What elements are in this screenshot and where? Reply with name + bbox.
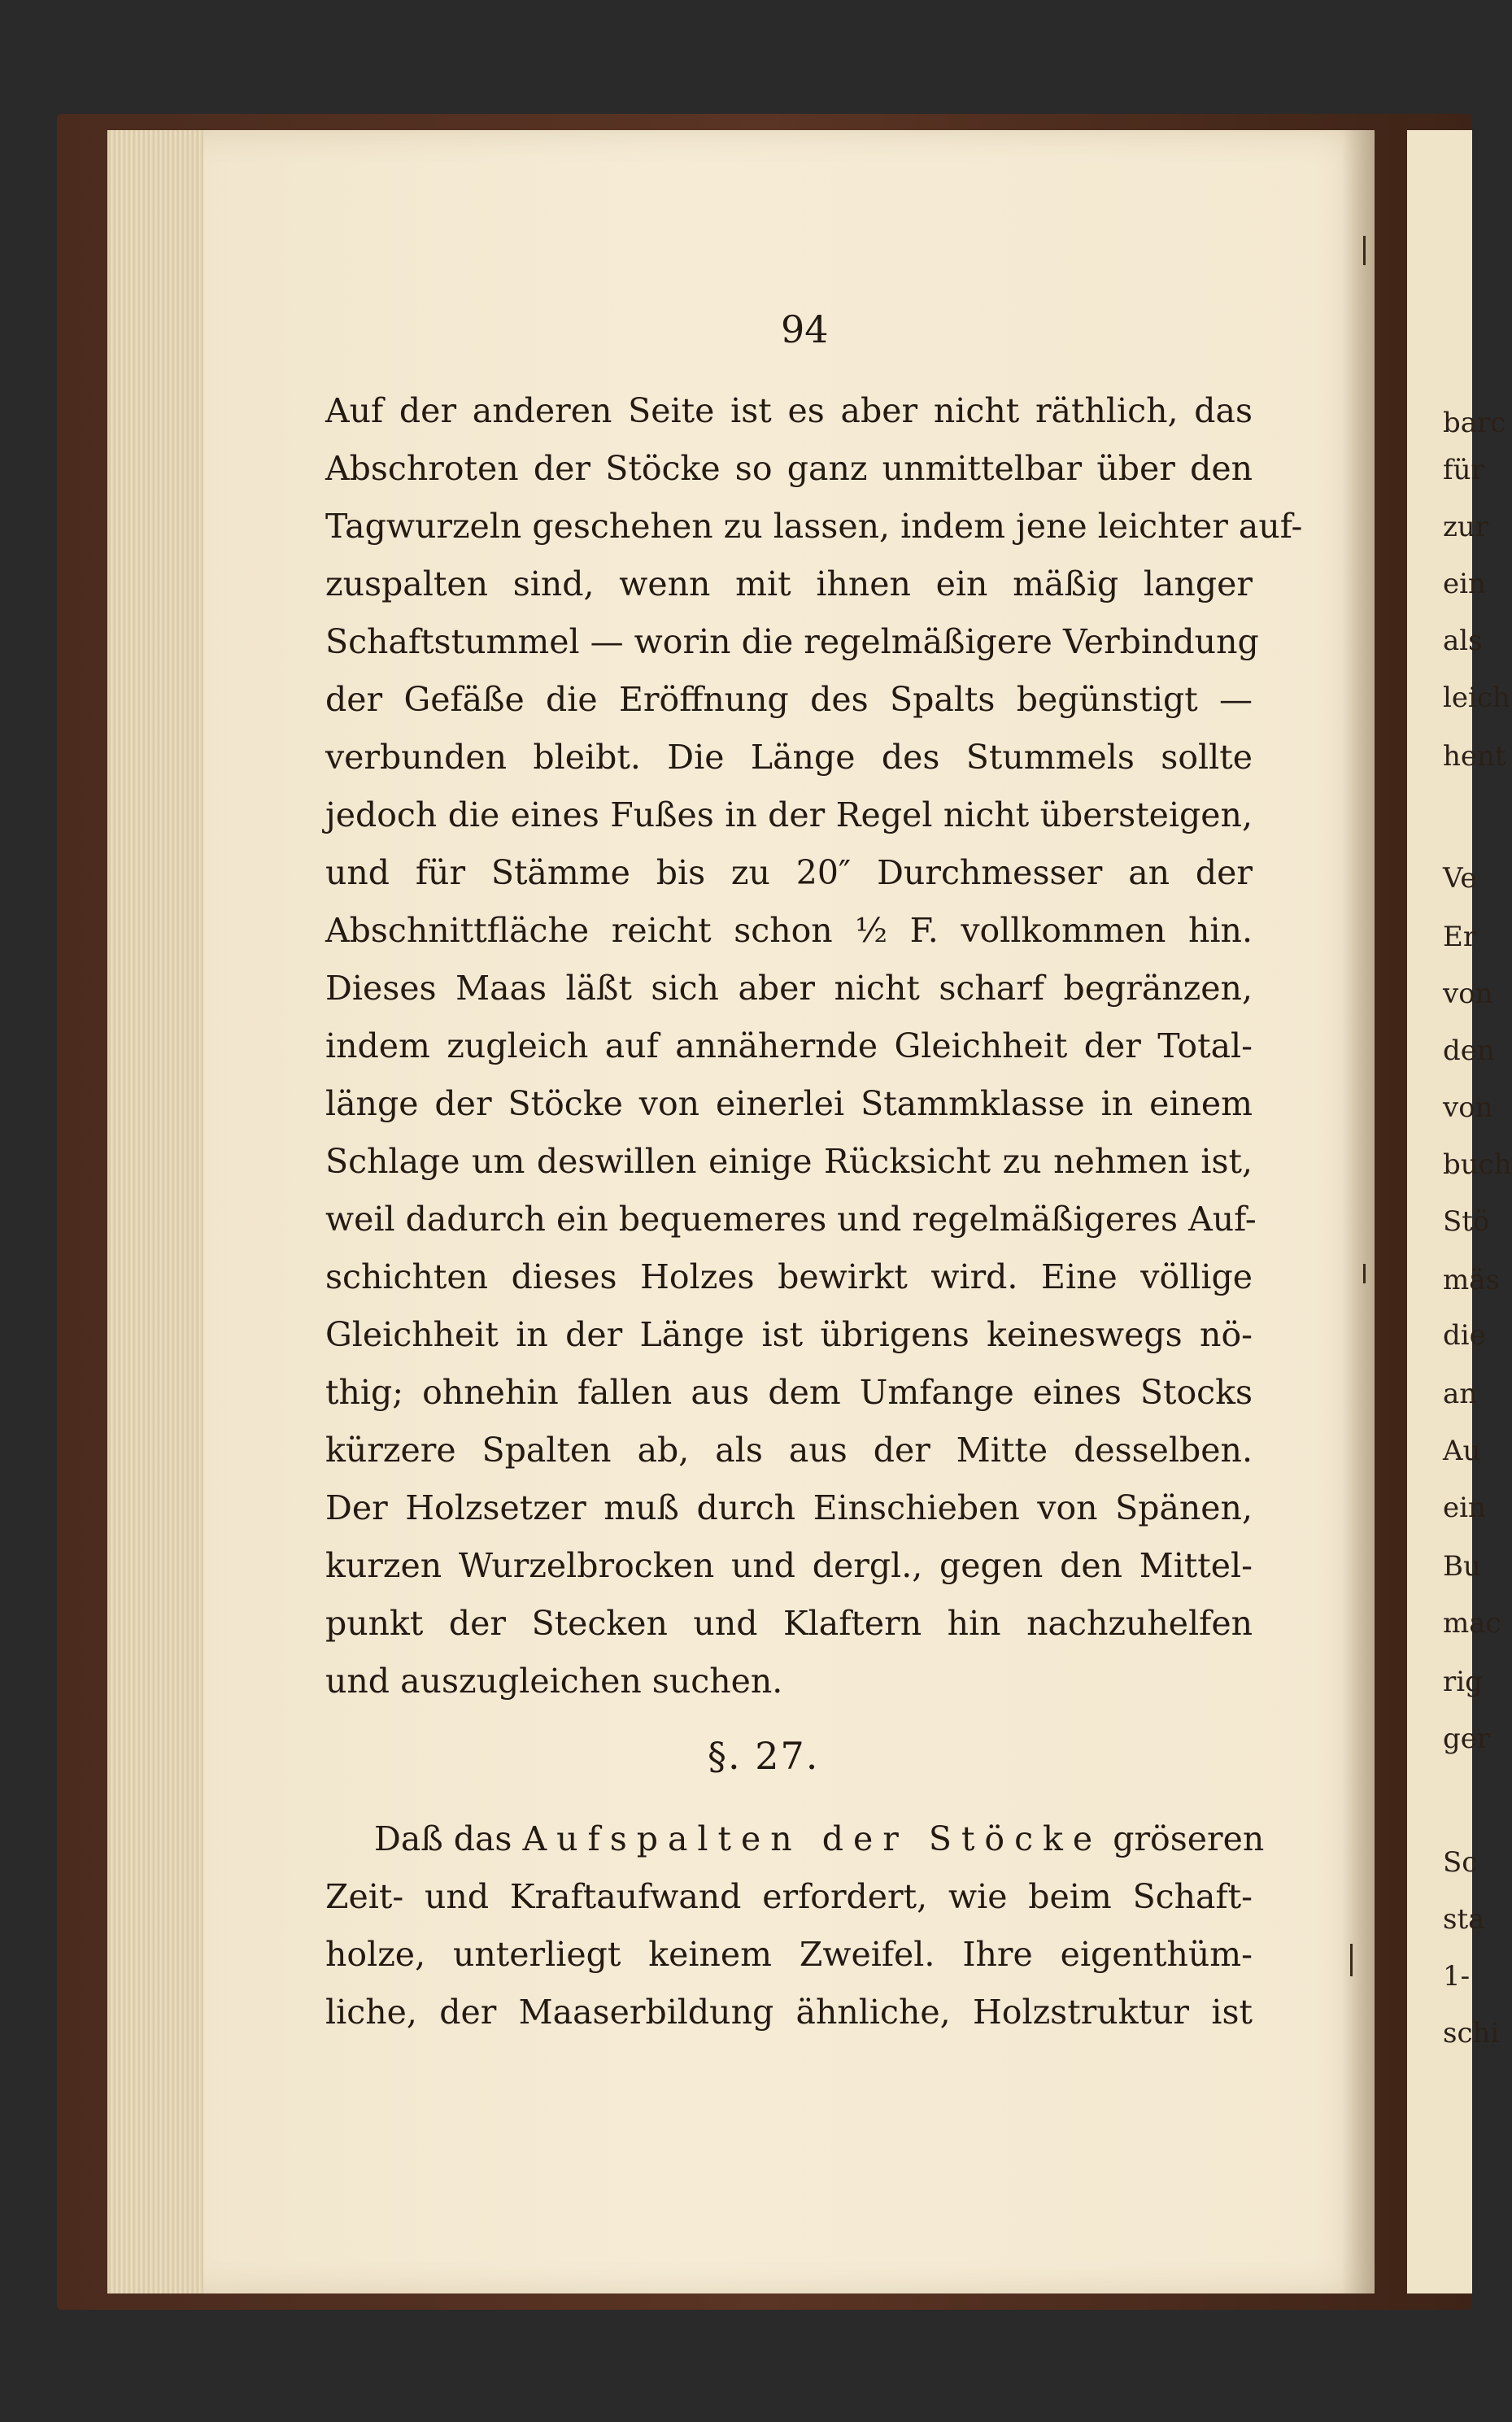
text-line: Gleichheit in der Länge ist übrigens keineswegs nö- <box>325 1315 1253 1354</box>
text-line: Schaftstummel — worin die regelmäßigere Verbindung <box>325 622 1259 661</box>
text-line: schichten dieses Holzes bewirkt wird. Eine völlige <box>325 1257 1253 1296</box>
text-run: gröseren <box>1102 1819 1265 1858</box>
facing-word: Er <box>1443 921 1477 953</box>
facing-word: ein <box>1443 1492 1486 1524</box>
text-line: kürzere Spalten ab, als aus der Mitte desselben. <box>325 1431 1253 1470</box>
facing-word: sta <box>1443 1903 1485 1936</box>
gutter-mark <box>1363 236 1366 265</box>
text-run: Daß das <box>374 1819 523 1858</box>
text-line: Abschnittfläche reicht schon ½ F. vollkommen hin. <box>325 911 1253 950</box>
paragraph-1 <box>325 382 1303 1710</box>
facing-word: von <box>1443 978 1493 1010</box>
facing-word: den <box>1443 1035 1495 1067</box>
text-line: jedoch die eines Fußes in der Regel nicht übersteigen, <box>325 795 1253 834</box>
facing-word: von <box>1443 1091 1493 1124</box>
text-line: Der Holzsetzer muß durch Einschieben von Spänen, <box>325 1488 1253 1527</box>
text-line: Tagwurzeln geschehen zu lassen, indem jene leichter auf- <box>325 507 1303 546</box>
facing-word: buch <box>1443 1148 1512 1181</box>
facing-word: hent <box>1443 740 1506 773</box>
text-line: verbunden bleibt. Die Länge des Stummels sollte <box>325 738 1253 777</box>
text-line <box>325 1810 1265 1868</box>
facing-word: mac <box>1443 1607 1501 1640</box>
page-edges <box>107 130 205 2293</box>
facing-word: für <box>1443 454 1484 486</box>
text-line: zuspalten sind, wenn mit ihnen ein mäßig langer <box>325 564 1253 603</box>
text-line: länge der Stöcke von einerlei Stammklasse in einem <box>325 1084 1253 1123</box>
facing-word: Ve <box>1443 862 1477 895</box>
section-heading: §. 27. <box>708 1734 820 1778</box>
facing-word: barc <box>1443 407 1506 439</box>
text-line: Schlage um deswillen einige Rücksicht zu nehmen ist, <box>325 1142 1253 1181</box>
text-line: Zeit- und Kraftaufwand erfordert, wie beim Schaft- <box>325 1877 1253 1916</box>
facing-word: Sc <box>1443 1846 1478 1879</box>
paragraph-2 <box>325 1810 1265 2041</box>
facing-word: rig <box>1443 1666 1483 1698</box>
text-line: punkt der Stecken und Klaftern hin nachzuhelfen <box>325 1604 1253 1643</box>
page-number: 94 <box>781 307 829 351</box>
text-line: liche, der Maaserbildung ähnliche, Holzstruktur ist <box>325 1993 1253 2032</box>
text-line: holze, unterliegt keinem Zweifel. Ihre eigenthüm- <box>325 1935 1253 1974</box>
text-line: und auszugleichen suchen. <box>325 1662 783 1701</box>
facing-word: ger <box>1443 1723 1491 1755</box>
facing-word: Au <box>1443 1435 1481 1467</box>
facing-word: 1- <box>1443 1960 1471 1993</box>
text-line: weil dadurch ein bequemeres und regelmäßigeres Auf- <box>325 1200 1257 1239</box>
facing-word: Stö <box>1443 1205 1490 1238</box>
facing-word: die <box>1443 1319 1486 1352</box>
facing-word: zur <box>1443 511 1489 543</box>
facing-word: Bu <box>1443 1550 1481 1583</box>
facing-word: leich <box>1443 682 1510 714</box>
facing-word: mäs <box>1443 1264 1500 1296</box>
facing-word: als <box>1443 625 1483 657</box>
emphasized-text: Aufspalten der Stöcke <box>522 1819 1103 1858</box>
facing-word: schi <box>1443 2017 1500 2050</box>
gutter-mark <box>1363 1264 1366 1283</box>
text-line: indem zugleich auf annähernde Gleichheit der Total- <box>325 1026 1253 1065</box>
facing-word: ein <box>1443 568 1486 600</box>
facing-page-fragment <box>1407 130 1512 2293</box>
text-line: kurzen Wurzelbrocken und dergl., gegen den Mittel- <box>325 1546 1253 1585</box>
gutter-shadow <box>1342 130 1375 2293</box>
text-line: Auf der anderen Seite ist es aber nicht räthlich, das <box>325 391 1253 430</box>
text-line: Dieses Maas läßt sich aber nicht scharf begränzen, <box>325 969 1253 1008</box>
facing-word: an <box>1443 1378 1478 1410</box>
text-line: und für Stämme bis zu 20″ Durchmesser an der <box>325 853 1253 892</box>
text-line: thig; ohnehin fallen aus dem Umfange eines Stocks <box>325 1373 1253 1412</box>
text-line: Abschroten der Stöcke so ganz unmittelbar über den <box>325 449 1253 488</box>
text-line: der Gefäße die Eröffnung des Spalts begünstigt — <box>325 680 1253 719</box>
gutter-mark <box>1350 1944 1353 1976</box>
